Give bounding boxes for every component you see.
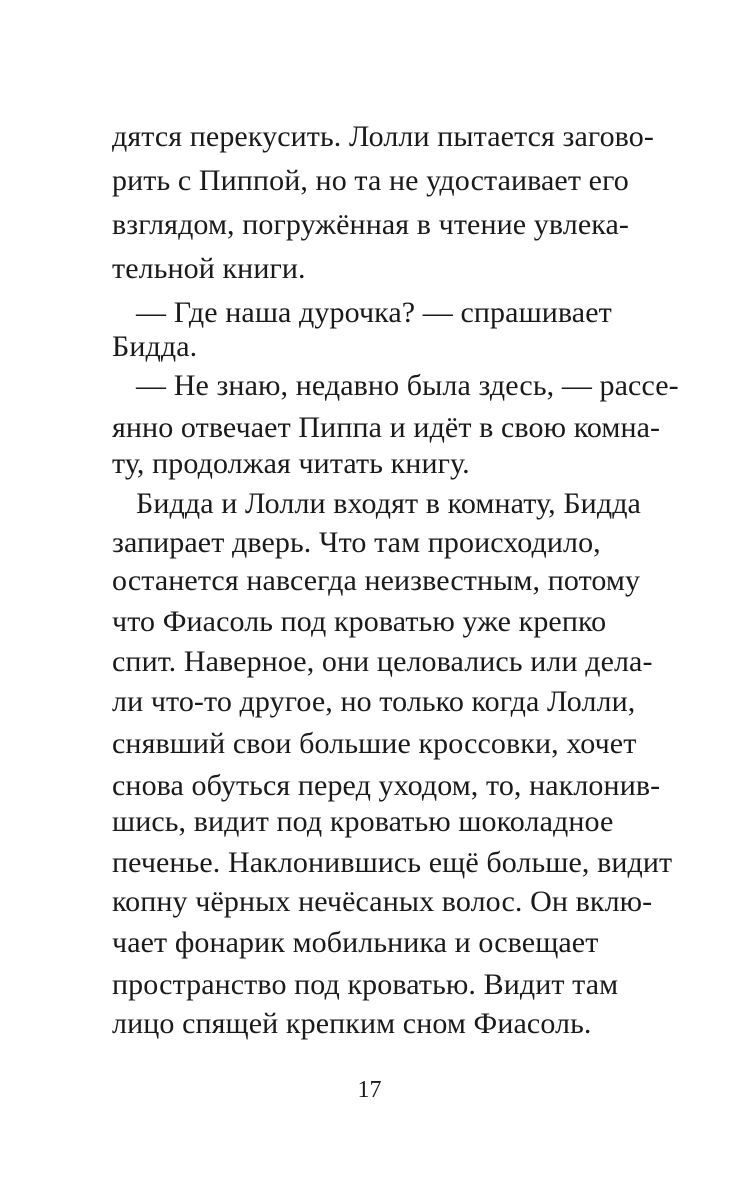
text-line: чает фонарик мобильника и освещает xyxy=(112,926,599,959)
text-line: шись, видит под кроватью шоколадное xyxy=(112,805,614,838)
text-line: печенье. Наклонившись ещё больше, видит xyxy=(112,846,673,879)
text-line: рить с Пиппой, но та не удостаивает его xyxy=(112,164,629,197)
text-line: янно отвечает Пиппа и идёт в свою комна- xyxy=(112,411,661,444)
text-line: запирает дверь. Что там происходило, xyxy=(112,526,601,559)
text-line: снова обуться перед уходом, то, наклонив- xyxy=(112,769,661,802)
text-line: дятся перекусить. Лолли пытается загово- xyxy=(112,120,654,153)
page-number: 17 xyxy=(357,1077,382,1103)
text-line: ту, продолжая читать книгу. xyxy=(112,447,470,480)
text-line: что Фиасоль под кроватью уже крепко xyxy=(112,605,607,638)
text-line: тельной книги. xyxy=(112,252,306,285)
text-line: копну чёрных нечёсаных волос. Он вклю- xyxy=(112,885,653,918)
text-line: лицо спящей крепким сном Фиасоль. xyxy=(112,1007,592,1040)
text-line: снявший свои большие кроссовки, хочет xyxy=(112,727,637,760)
text-line: Бидда. xyxy=(112,330,198,363)
text-line: пространство под кроватью. Видит там xyxy=(112,968,619,1001)
text-line: — Не знаю, недавно была здесь, — рассе- xyxy=(136,369,679,402)
text-line: — Где наша дурочка? — спрашивает xyxy=(136,296,612,329)
text-line: взглядом, погружённая в чтение увлека- xyxy=(112,208,629,241)
text-line: ли что-то другое, но только когда Лолли, xyxy=(112,685,636,718)
text-line: Бидда и Лолли входят в комнату, Бидда xyxy=(136,487,641,520)
text-line: останется навсегда неизвестным, потому xyxy=(112,564,641,597)
text-line: спит. Наверное, они целовались или дела- xyxy=(112,645,653,678)
